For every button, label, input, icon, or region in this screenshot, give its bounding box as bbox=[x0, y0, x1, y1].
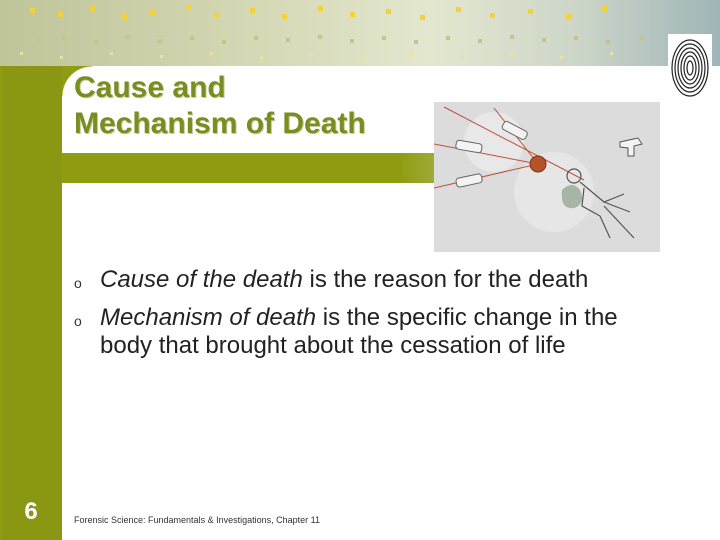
fingerprint-icon bbox=[668, 34, 712, 100]
footer-text: Forensic Science: Fundamentals & Investigations, Chapter 11 bbox=[74, 515, 320, 525]
title-line-2: Mechanism of Death bbox=[74, 107, 366, 140]
circle-outline-bullet-icon: o bbox=[74, 275, 82, 291]
bullet-emphasis: Mechanism of death bbox=[100, 304, 317, 331]
header-decoration-band bbox=[0, 0, 720, 66]
fingerprint-svg bbox=[668, 34, 712, 100]
illustration-svg bbox=[434, 102, 660, 252]
list-item bbox=[74, 304, 670, 360]
slide-title bbox=[74, 70, 434, 142]
circle-outline-bullet-icon: o bbox=[74, 313, 82, 329]
left-accent-bar bbox=[0, 66, 62, 540]
title-line-1: Cause and bbox=[74, 71, 226, 104]
slide-number: 6 bbox=[24, 498, 38, 525]
list-item bbox=[74, 266, 670, 294]
bullet-text: is the specific change in the body that brought about the cessation of life bbox=[100, 304, 618, 359]
left-accent-bar-inner bbox=[2, 66, 62, 540]
bullet-list bbox=[74, 266, 670, 370]
bullet-emphasis: Cause of the death bbox=[100, 266, 303, 293]
crime-scene-trajectory-illustration bbox=[434, 102, 660, 252]
title-underline-bar bbox=[62, 153, 450, 183]
dot-pattern bbox=[0, 0, 720, 66]
bullet-text: is the reason for the death bbox=[302, 266, 589, 293]
